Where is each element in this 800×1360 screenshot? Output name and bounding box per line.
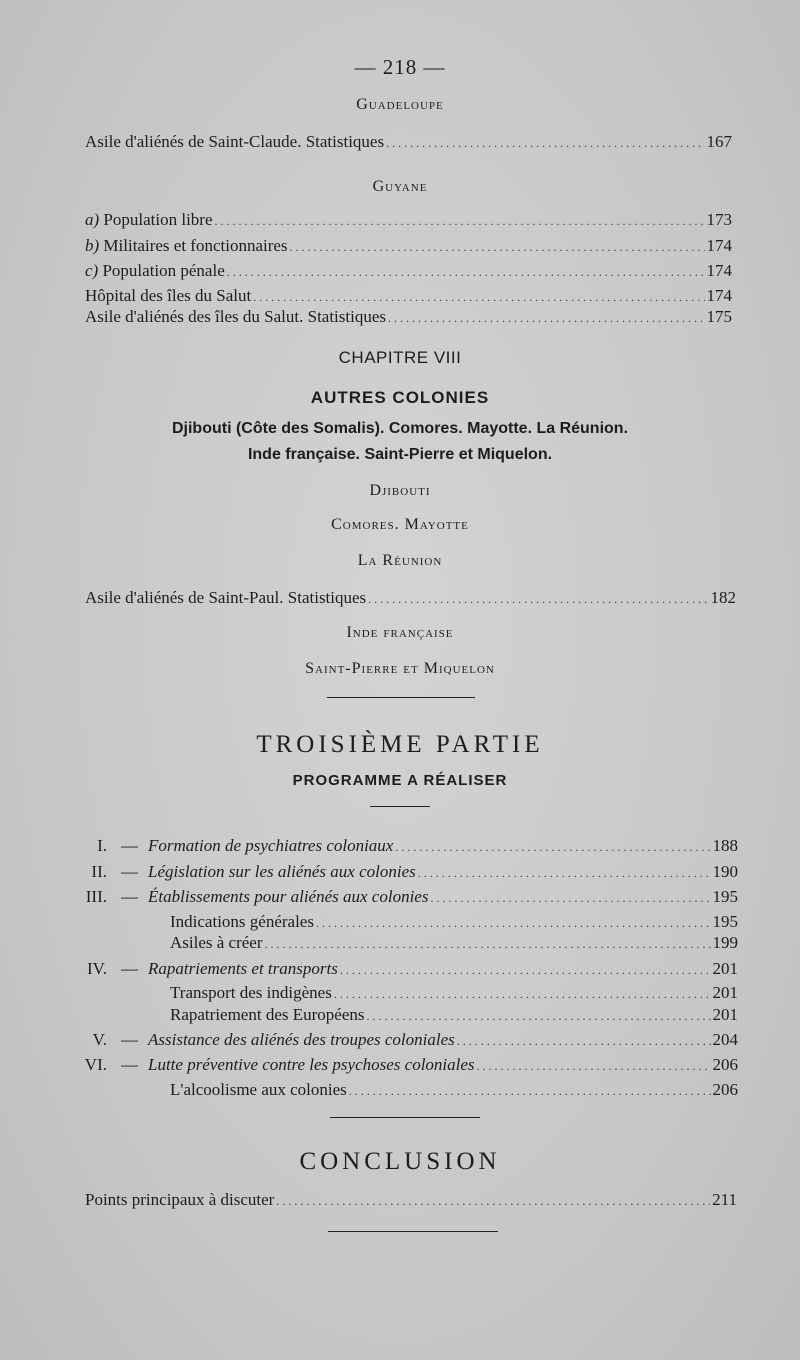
part-subtitle: PROGRAMME A RÉALISER [292, 772, 508, 789]
entry-page: 174 [706, 286, 732, 305]
leader-dots [477, 1059, 711, 1074]
entry-page: 211 [712, 1190, 737, 1209]
entry-dash: — [121, 1055, 138, 1074]
leader-dots [253, 290, 704, 305]
entry-number: III. [85, 887, 107, 906]
leader-dots [215, 214, 705, 229]
entry-page: 201 [712, 959, 738, 978]
toc-entry[interactable] [85, 307, 732, 327]
entry-label: Établissements pour aliénés aux colonies [148, 887, 429, 906]
chapter-subtitle: AUTRES COLONIES [310, 388, 490, 407]
entry-page: 174 [706, 236, 732, 255]
divider [330, 1117, 480, 1118]
entry-label: Législation sur les aliénés aux colonies [148, 862, 416, 881]
entry-label: Rapatriement des Européens [170, 1005, 365, 1024]
leader-dots [367, 1009, 711, 1024]
conclusion-title: CONCLUSION [299, 1148, 501, 1175]
entry-prefix: a) [85, 210, 100, 229]
entry-dash: — [121, 1030, 138, 1049]
entry-page: 190 [712, 862, 738, 881]
leader-dots [340, 963, 711, 978]
leader-dots [388, 311, 704, 326]
entry-label: Indications générales [170, 912, 314, 931]
leader-dots [418, 866, 711, 881]
leader-dots [316, 916, 711, 931]
leader-dots [430, 891, 710, 906]
section-heading-reunion: La Réunion [357, 552, 443, 569]
toc-entry[interactable] [148, 1030, 738, 1050]
entry-label: Points principaux à discuter [85, 1190, 275, 1209]
leader-dots [395, 840, 710, 855]
divider [370, 806, 430, 807]
entry-page: 182 [710, 588, 736, 607]
entry-page: 195 [712, 912, 738, 931]
toc-entry[interactable] [170, 1005, 738, 1025]
entry-label: Hôpital des îles du Salut [85, 286, 252, 305]
section-heading-guyane: Guyane [372, 178, 428, 195]
entry-label: Rapatriements et transports [148, 959, 338, 978]
toc-entry[interactable] [148, 836, 738, 856]
entry-dash: — [121, 959, 138, 978]
section-heading-spm: Saint-Pierre et Miquelon [305, 660, 495, 677]
entry-number: V. [92, 1030, 107, 1049]
section-heading-inde: Inde française [346, 624, 454, 641]
entry-page: 173 [706, 210, 732, 229]
entry-page: 206 [712, 1080, 738, 1099]
divider [328, 1231, 498, 1232]
chapter-title: CHAPITRE VIII [338, 348, 462, 367]
entry-label: Formation de psychiatres coloniaux [148, 836, 394, 855]
entry-number: II. [91, 862, 107, 881]
entry-number: VI. [84, 1055, 107, 1074]
entry-label: Militaires et fonctionnaires [103, 236, 288, 255]
toc-entry[interactable] [170, 912, 738, 932]
entry-label: Population libre [103, 210, 213, 229]
toc-entry[interactable] [85, 286, 732, 306]
entry-page: 201 [712, 983, 738, 1002]
leader-dots [227, 265, 705, 280]
section-heading-djibouti: Djibouti [369, 482, 431, 499]
toc-entry[interactable] [170, 1080, 738, 1100]
section-heading-guadeloupe: Guadeloupe [356, 96, 444, 113]
entry-label: Population pénale [102, 261, 225, 280]
entry-label: Asile d'aliénés des îles du Salut. Statistiques [85, 307, 387, 326]
part-title: TROISIÈME PARTIE [256, 731, 544, 758]
entry-page: 175 [706, 307, 732, 326]
entry-prefix: b) [85, 236, 100, 255]
entry-label: Asile d'aliénés de Saint-Claude. Statistiques [85, 132, 385, 151]
leader-dots [368, 592, 708, 607]
entry-label: Lutte préventive contre les psychoses coloniales [148, 1055, 475, 1074]
toc-entry[interactable] [170, 983, 738, 1003]
entry-page: 206 [712, 1055, 738, 1074]
entry-label: L'alcoolisme aux colonies [170, 1080, 347, 1099]
entry-label: Transport des indigènes [170, 983, 332, 1002]
divider [327, 697, 475, 698]
section-heading-comores: Comores. Mayotte [331, 516, 469, 533]
leader-dots [290, 240, 705, 255]
leader-dots [276, 1194, 710, 1209]
toc-entry[interactable] [85, 1190, 737, 1210]
chapter-summary-line-1: Djibouti (Côte des Somalis). Comores. Mayotte. La Réunion. [171, 420, 629, 437]
entry-page: 167 [706, 132, 732, 151]
entry-page: 174 [706, 261, 732, 280]
entry-number: I. [97, 836, 107, 855]
chapter-summary-line-2: Inde française. Saint-Pierre et Miquelon. [247, 446, 553, 463]
page-number: — 218 — [354, 55, 446, 79]
leader-dots [334, 987, 711, 1002]
toc-entry[interactable] [85, 132, 732, 152]
entry-page: 195 [712, 887, 738, 906]
toc-entry[interactable] [85, 588, 736, 608]
toc-entry[interactable] [85, 236, 732, 256]
toc-entry[interactable] [85, 210, 732, 230]
entry-dash: — [121, 887, 138, 906]
entry-dash: — [121, 862, 138, 881]
entry-page: 188 [712, 836, 738, 855]
leader-dots [349, 1084, 711, 1099]
entry-prefix: c) [85, 261, 99, 280]
entry-dash: — [121, 836, 138, 855]
leader-dots [457, 1034, 711, 1049]
toc-entry[interactable] [85, 261, 732, 281]
toc-entry[interactable] [170, 933, 738, 953]
entry-label: Asiles à créer [170, 933, 263, 952]
leader-dots [386, 136, 704, 151]
toc-entry[interactable] [148, 862, 738, 882]
entry-label: Asile d'aliénés de Saint-Paul. Statistiques [85, 588, 367, 607]
entry-label: Assistance des aliénés des troupes coloniales [148, 1030, 455, 1049]
toc-entry[interactable] [148, 1055, 738, 1075]
entry-number: IV. [87, 959, 107, 978]
entry-page: 201 [712, 1005, 738, 1024]
entry-page: 204 [712, 1030, 738, 1049]
toc-entry[interactable] [148, 887, 738, 907]
entry-page: 199 [712, 933, 738, 952]
toc-entry[interactable] [148, 959, 738, 979]
leader-dots [265, 937, 711, 952]
